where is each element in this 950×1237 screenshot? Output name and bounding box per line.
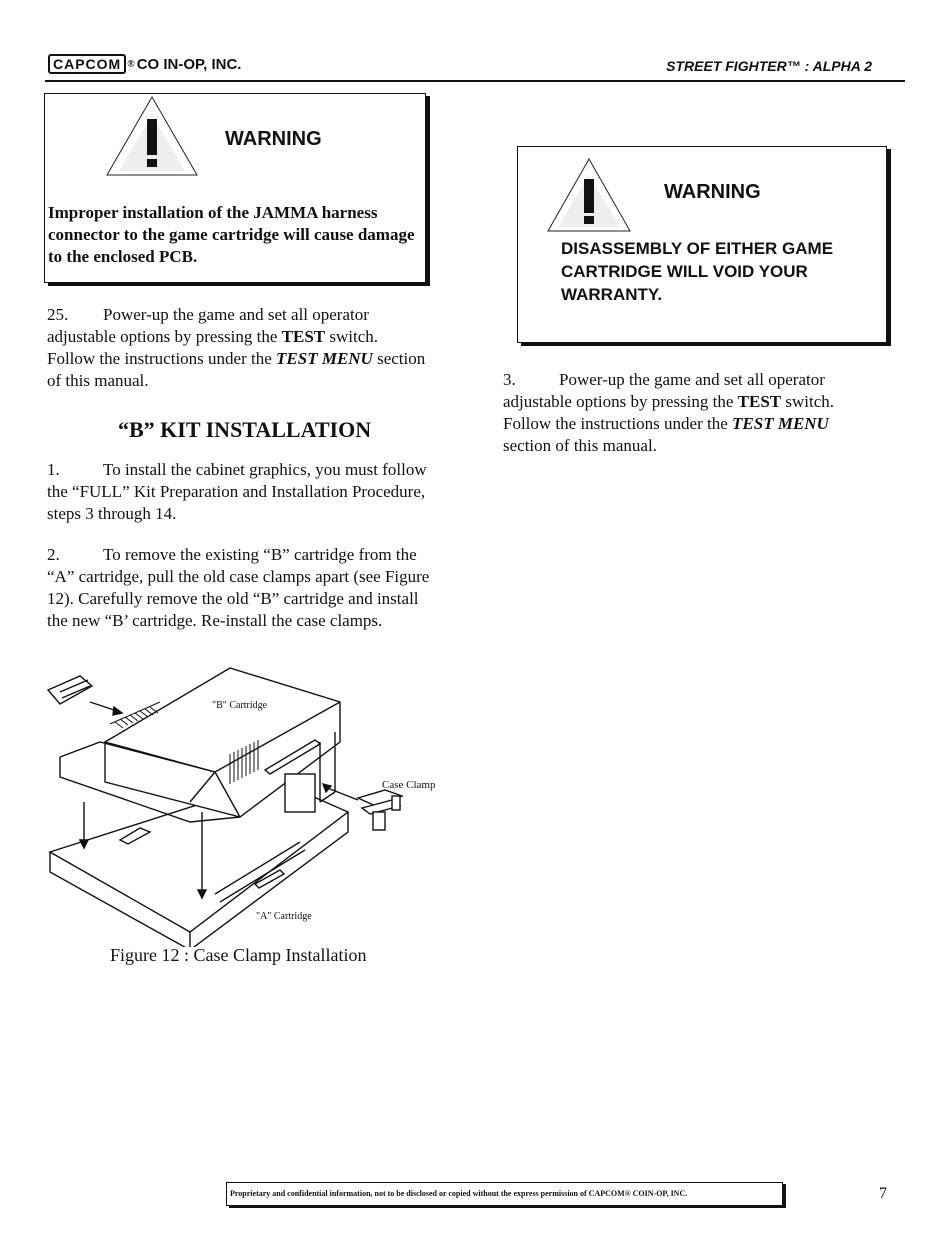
step-text: section of this manual. [47,349,426,390]
step-text: switch. Follow the instructions under the [47,327,379,368]
company-suffix: CO IN-OP, INC. [136,55,242,73]
clamp-tool-icon [48,676,122,715]
figure-label-a-cartridge: "A" Cartridge [256,911,312,922]
b-cartridge-drawing [60,668,340,822]
registered-mark: ® [127,58,135,70]
test-menu-keyword: TEST MENU [276,349,373,368]
confidentiality-notice: Proprietary and confidential information, not to be disclosed or copied without the express permission of CAPCOM® COIN-OP, INC. [226,1182,783,1206]
warning-title: WARNING [664,181,761,203]
step-text: switch. Follow the instructions under the [503,392,835,433]
step-number: 3. [503,370,516,389]
step-text: To remove the existing “B” cartridge from the “A” cartridge, pull the old case clamps apart (see Figure 12). Carefully remove the old “B” cartridge and install the new “B’ cartridge. Re-install the case clamps. [47,545,430,630]
warning-body: Improper installation of the JAMMA harness connector to the game cartridge will cause damage to the enclosed PCB. [48,203,415,266]
step-2-paragraph [47,544,432,632]
test-keyword: TEST [281,327,326,346]
step-text: section of this manual. [503,436,657,455]
test-menu-keyword: TEST MENU [732,414,829,433]
step-text: To install the cabinet graphics, you must follow the “FULL” Kit Preparation and Installation Procedure, steps 3 through 14. [47,460,427,523]
step-number: 2. [47,545,60,564]
step-number: 25. [47,305,69,324]
warning-body: DISASSEMBLY OF EITHER GAME CARTRIDGE WILL VOID YOUR WARRANTY. [561,239,834,304]
step-number: 1. [47,460,60,479]
step-3-paragraph [503,369,878,457]
section-title: “B” KIT INSTALLATION [118,417,372,442]
warning-box-left [44,93,426,283]
warning-box-right [517,146,887,343]
page-number: 7 [879,1185,887,1202]
step-1-paragraph [47,459,442,525]
test-keyword: TEST [737,392,782,411]
figure-label-case-clamp: Case Clamp [382,779,436,791]
header-divider [45,80,905,82]
step-text: Power-up the game and set all operator adjustable options by pressing the [47,305,369,346]
capcom-logo: CAPCOM [48,54,126,74]
figure-caption: Figure 12 : Case Clamp Installation [110,945,367,965]
warning-title: WARNING [225,128,322,150]
figure-label-b-cartridge: "B" Cartridge [212,700,268,711]
game-title: STREET FIGHTER™ : ALPHA 2 [666,58,872,74]
step-text: Power-up the game and set all operator adjustable options by pressing the [503,370,825,411]
step-25-paragraph [47,304,427,392]
warning-triangle-icon [105,95,199,179]
warning-triangle-icon [546,157,632,235]
company-header [48,54,241,74]
